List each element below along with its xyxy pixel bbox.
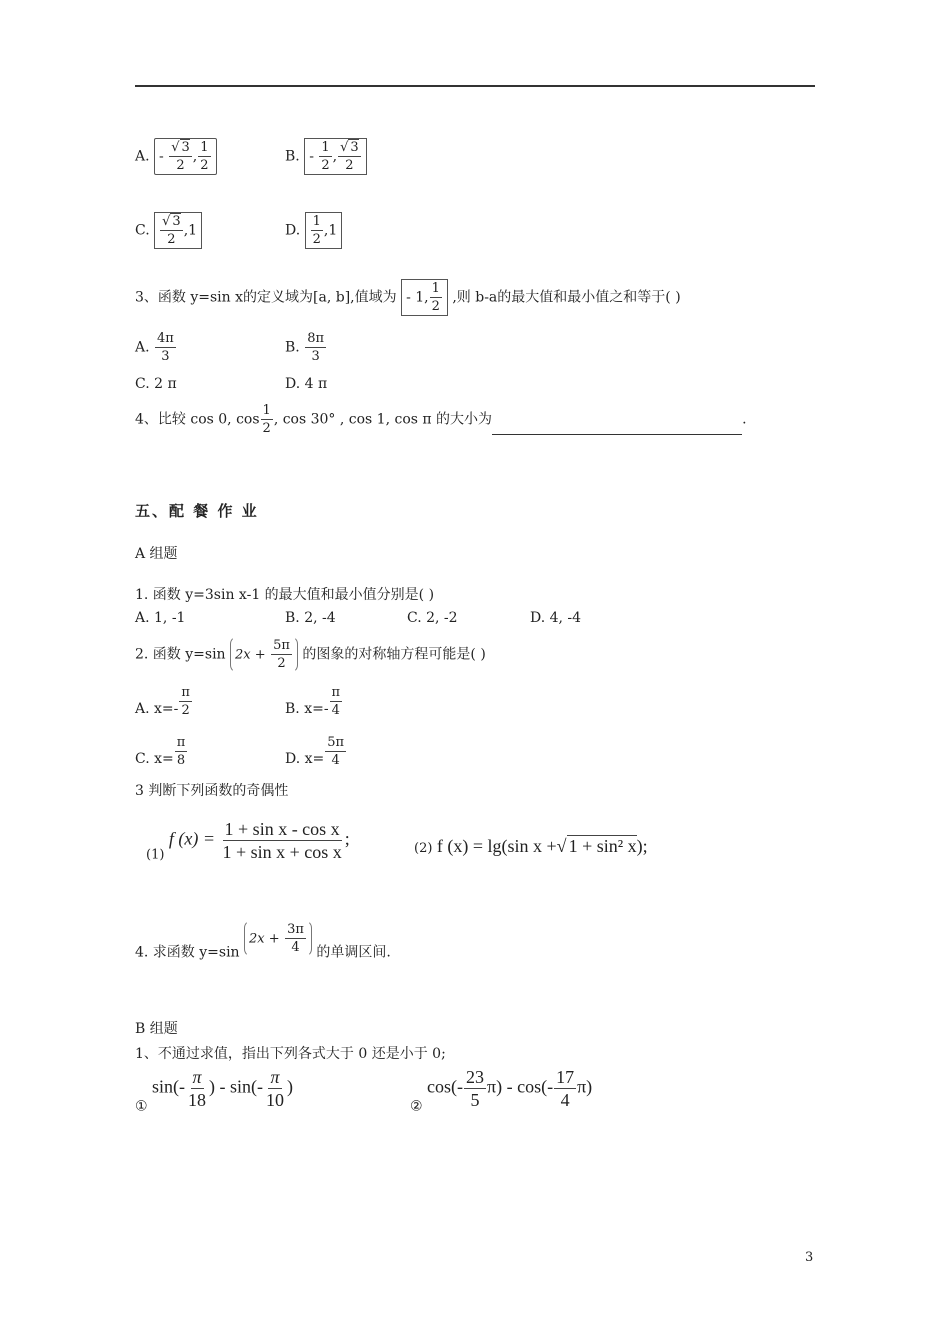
a1-option-d: D. 4, -4 [530,610,582,626]
denominator: 2 [181,703,190,718]
fraction [175,736,188,767]
denominator: 2 [167,232,176,247]
fraction [430,282,442,313]
interval-bracket: $\frac{1}{2}$ ,1 [305,212,343,249]
radicand: 3 [172,214,181,229]
numerator: 4π [157,331,174,346]
function-name: f (x) = [168,828,215,849]
expression: f (x) = lg(sin x + [436,836,557,856]
q3-option-d: D. 4 π [285,376,328,392]
numerator: 1 [431,281,440,296]
denominator: 2 [262,421,271,436]
denominator: 5 [470,1090,480,1110]
denominator: 2 [176,158,185,173]
fraction [464,1068,486,1109]
denominator: 4 [291,940,300,955]
a1-option-a: A. 1, -1 [135,610,186,626]
circled-number: ① [135,1098,148,1115]
fraction: $\frac{√ 3}{2}$ [340,140,359,173]
fraction [311,215,323,246]
radicand: 3 [350,140,359,155]
fraction [220,820,343,861]
a2-option-b [285,686,343,717]
option-label: A. [135,339,150,356]
inner-expression: 2x + [249,931,280,947]
semicolon: ; [344,828,350,849]
option-label: A. [135,148,150,165]
b1-question: 1、不通过求值，指出下列各式大于 0 还是小于 0; [135,1046,446,1062]
a2-option-d [285,736,347,767]
numerator: 8π [307,331,325,346]
expression: π) - cos(- [487,1076,554,1097]
option-label: D. x= [285,751,325,767]
question-text: 4. 求函数 y=sin [135,944,240,961]
fraction [285,923,306,954]
denominator: 2 [312,232,321,247]
interval-bracket: - $\frac{1}{2}$ , $\frac{√ 3}{2}$ [304,138,367,175]
interval-bracket: - $\frac{√ 3}{2}$ , $\frac{1}{2}$ [154,138,217,175]
fraction [155,332,176,363]
numerator: π [192,1067,202,1087]
denominator: 4 [331,753,340,768]
numerator: π [331,685,341,700]
question-text: 4、比较 cos 0, cos [135,411,260,428]
question-text: , cos 30° , cos 1, cos π 的大小为 [273,411,493,428]
numerator: 1 [321,140,330,155]
numerator: 1 [262,403,271,418]
part-label: (2) [414,841,433,856]
numerator: 3π [287,922,304,937]
question-text: 的图象的对称轴方程可能是( ) [302,646,486,663]
denominator: 2 [200,158,209,173]
section-title: 五、配 餐 作 业 [135,502,259,520]
q3-option-b [285,332,327,363]
expression: cos(- [427,1076,463,1097]
a4-question [135,920,391,962]
q3-option-a [135,332,177,363]
fraction [264,1068,286,1109]
numerator: 5π [273,638,290,653]
interval-bracket: $\frac{√ 3}{2}$ ,1 [154,212,202,249]
option-label: B. x=- [285,701,329,717]
right-endpoint: 1 [188,222,198,239]
denominator: 10 [266,1090,284,1110]
denominator: 18 [188,1090,207,1110]
option-b [285,138,367,175]
numerator: 23 [466,1067,484,1087]
option-label: B. [285,339,300,356]
numerator: 5π [327,735,345,750]
numerator: 1 [312,214,321,229]
a3-question: 3 判断下列函数的奇偶性 [135,783,289,799]
a3-part-2: (2) f (x) = lg(sin x +√ 1 + sin² x); [414,836,648,856]
paren-group [244,920,312,957]
top-rule [135,85,815,87]
group-a-heading: A 组题 [135,546,178,562]
option-d [285,212,342,249]
option-label: A. x=- [135,701,179,717]
answer-blank[interactable] [492,420,742,435]
b1-expression-2 [410,1068,592,1115]
sign: - [159,148,164,165]
denominator: 1 + sin x + cos x [222,842,342,862]
fraction [554,1068,576,1109]
question-3 [135,279,681,316]
paren-group [230,636,298,673]
denominator: 2 [431,299,440,314]
denominator: 3 [311,349,320,364]
sign: - [309,148,314,165]
expression: sin(- [152,1076,186,1097]
numerator: 1 + sin x - cos x [224,819,340,839]
radicand: 3 [181,140,190,155]
fraction [186,1068,208,1109]
denominator: 3 [161,349,170,364]
page-number: 3 [805,1250,814,1265]
a1-option-b: B. 2, -4 [285,610,336,626]
numerator: 1 [200,140,209,155]
range-bracket [401,279,448,316]
option-label: B. [285,148,300,165]
question-text: 3、函数 y=sin x的定义域为[a, b],值域为 [135,289,397,306]
a2-option-c [135,736,188,767]
question-text: ,则 b-a的最大值和最小值之和等于( ) [452,289,681,306]
option-label: C. [135,222,150,239]
fraction [198,141,210,172]
inner-expression: 2x + [235,647,266,663]
denominator: 4 [560,1090,570,1110]
expression-end: ) [287,1076,293,1097]
question-text: 的单调区间. [316,944,391,961]
group-b-heading: B 组题 [135,1021,178,1037]
question-text: 2. 函数 y=sin [135,646,226,663]
fraction: $\frac{√ 3}{2}$ [171,140,190,173]
a1-question: 1. 函数 y=3sin x-1 的最大值和最小值分别是( ) [135,587,435,603]
expression: ) - sin(- [209,1076,263,1097]
denominator: 8 [176,753,186,768]
expression-end: π) [577,1076,593,1097]
fraction [319,141,331,172]
a2-option-a [135,686,193,717]
numerator: π [270,1067,280,1087]
denominator: 2 [321,158,330,173]
fraction [305,332,326,363]
option-a [135,138,217,175]
numerator: π [181,685,190,700]
fraction [261,404,273,435]
expression-end: ); [636,836,648,856]
a3-part-1 [146,820,350,863]
b1-expression-1 [135,1068,293,1115]
fraction: $\frac{√ 3}{2}$ [162,214,181,247]
radicand: 1 + sin² x [568,836,637,856]
range-left: - 1, [406,289,429,306]
a2-question [135,636,486,673]
numerator: 17 [556,1067,575,1087]
option-label: C. x= [135,751,174,767]
fraction [330,686,343,717]
fraction [271,639,292,670]
a1-option-c: C. 2, -2 [407,610,458,626]
circled-number: ② [410,1098,423,1115]
fraction [179,686,192,717]
denominator: 2 [345,158,354,173]
denominator: 2 [277,656,286,671]
right-endpoint: 1 [328,222,338,239]
part-label: (1) [146,847,165,863]
period: . [742,411,747,428]
denominator: 4 [331,703,340,718]
question-4 [135,404,747,435]
numerator: π [176,735,186,750]
option-label: D. [285,222,301,239]
fraction [325,736,346,767]
q3-option-c: C. 2 π [135,376,177,392]
option-c [135,212,202,249]
